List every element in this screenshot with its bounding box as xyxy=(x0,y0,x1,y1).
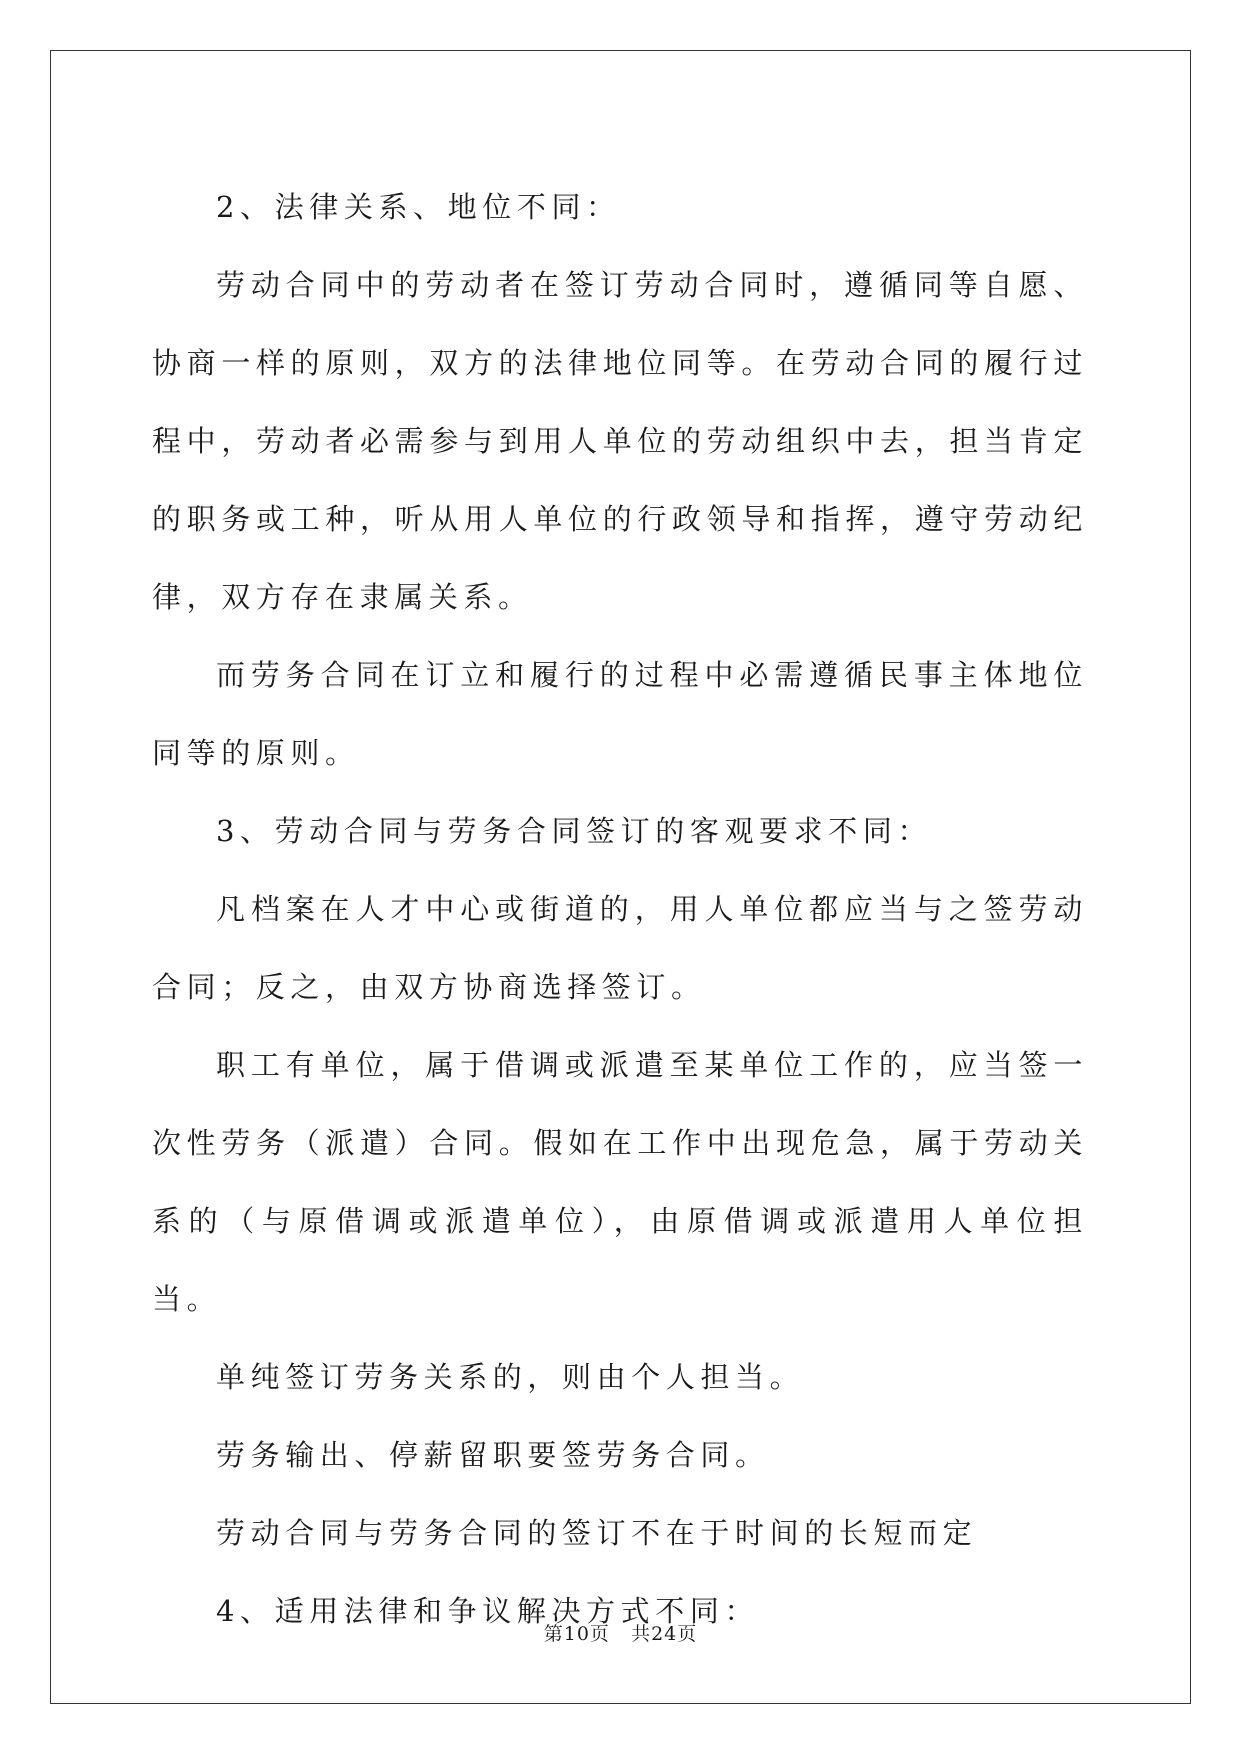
document-body xyxy=(152,168,1088,1650)
section-heading-4: 4、适用法律和争议解决方式不同： xyxy=(216,1594,760,1628)
footer-total-suffix: 页 xyxy=(677,1623,698,1645)
paragraph: 单纯签订劳务关系的，则由个人担当。 xyxy=(216,1360,805,1394)
footer-page-suffix: 页 xyxy=(589,1623,610,1645)
paragraph: 职工有单位，属于借调或派遣至某单位工作的，应当签一次性劳务（派遣）合同。假如在工作中出现危急，属于劳动关系的（与原借调或派遣单位），由原借调或派遣用人单位担当。 xyxy=(152,1048,1088,1316)
paragraph: 凡档案在人才中心或街道的，用人单位都应当与之签劳动合同；反之，由双方协商选择签订。 xyxy=(152,892,1088,1004)
paragraph: 劳务输出、停薪留职要签劳务合同。 xyxy=(216,1438,770,1472)
footer-prefix: 第 xyxy=(543,1623,564,1645)
paragraph: 而劳务合同在订立和履行的过程中必需遵循民事主体地位同等的原则。 xyxy=(152,658,1088,770)
paragraph: 劳动合同与劳务合同的签订不在于时间的长短而定 xyxy=(216,1516,978,1550)
section-heading-2: 2、法律关系、地位不同： xyxy=(216,190,621,224)
total-pages-number: 24 xyxy=(651,1623,678,1645)
paragraph: 劳动合同中的劳动者在签订劳动合同时，遵循同等自愿、协商一样的原则，双方的法律地位同等。在劳动合同的履行过程中，劳动者必需参与到用人单位的劳动组织中去，担当肯定的职务或工种，听从用人单位的行政领导和指挥，遵守劳动纪律，双方存在隶属关系。 xyxy=(152,268,1088,614)
footer-total-prefix: 共 xyxy=(631,1623,652,1645)
page-footer xyxy=(0,1622,1241,1646)
section-heading-3: 3、劳动合同与劳务合同签订的客观要求不同： xyxy=(216,814,933,848)
current-page-number: 10 xyxy=(563,1623,590,1645)
